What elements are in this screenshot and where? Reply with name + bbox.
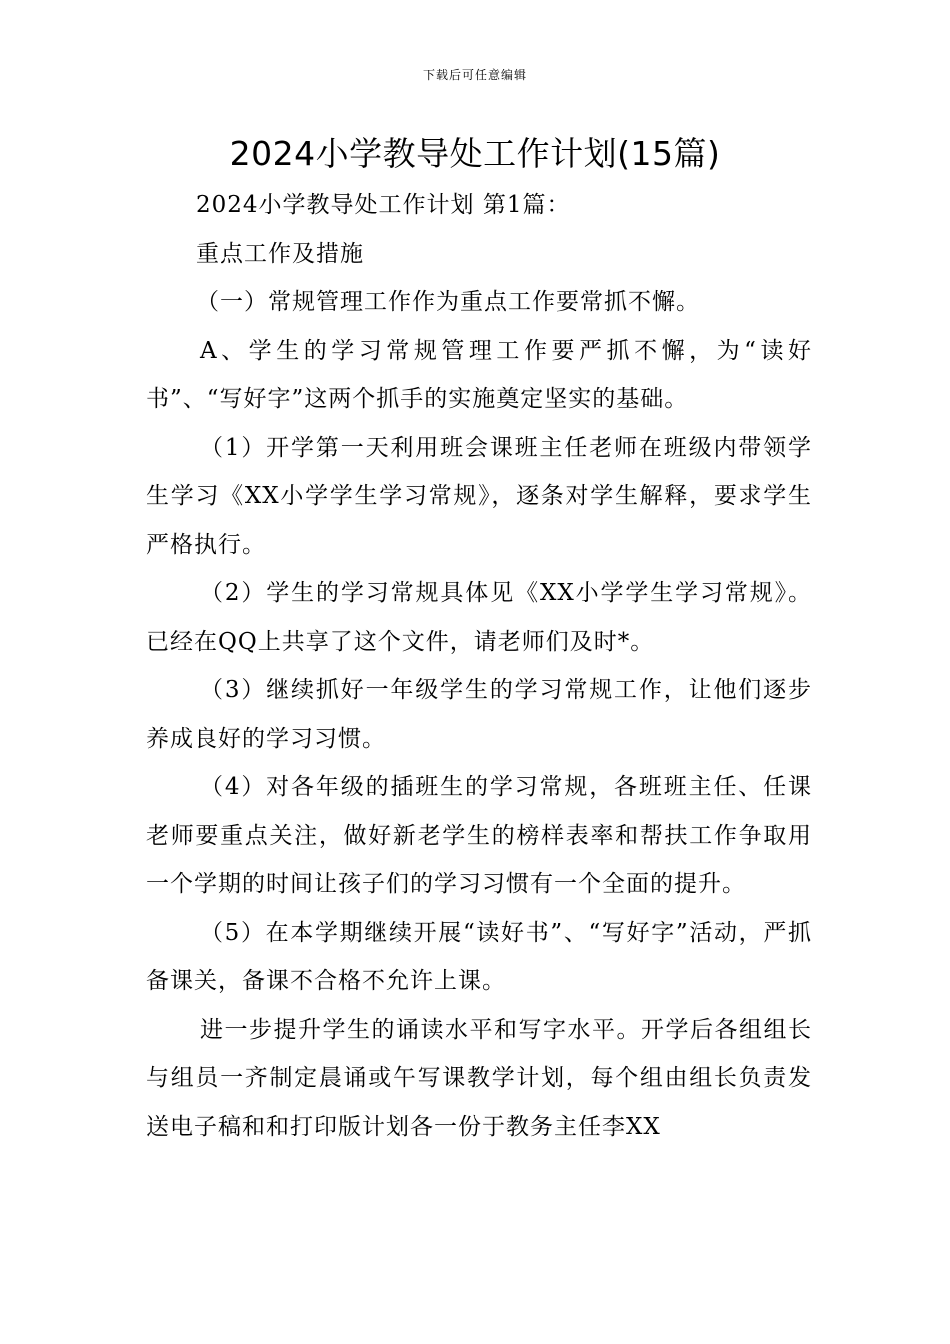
subheading: 重点工作及措施 [196, 240, 364, 267]
paragraph: （4）对各年级的插班生的学习常规，各班班主任、任课老师要重点关注，做好新老学生的榜样表率和帮扶工作争取用一个学期的时间让孩子们的学习习惯有一个全面的提升。 [146, 774, 812, 897]
paragraph: 进一步提升学生的诵读水平和写字水平。开学后各组组长与组员一齐制定晨诵或午写课教学计划，每个组由组长负责发送电子稿和和打印版计划各一份于教务主任李XX [146, 1016, 812, 1140]
paragraph: （5）在本学期继续开展“读好书”、“写好字”活动，严抓备课关，备课不合格不允许上课。 [146, 919, 812, 994]
document-body [146, 181, 812, 1151]
document-title: 2024小学教导处工作计划(15篇) [229, 134, 721, 173]
paragraph: A、学生的学习常规管理工作要严抓不懈，为“读好书”、“写好字”这两个抓手的实施奠定坚实的基础。 [146, 337, 812, 412]
paragraph: （一）常规管理工作作为重点工作要常抓不懈。 [196, 289, 700, 315]
paragraph: （1）开学第一天利用班会课班主任老师在班级内带领学生学习《XX小学学生学习常规》，逐条对学生解释，要求学生严格执行。 [146, 434, 812, 558]
header-note: 下载后可任意编辑 [422, 68, 527, 82]
paragraph: （3）继续抓好一年级学生的学习常规工作，让他们逐步养成良好的学习习惯。 [146, 677, 812, 752]
section-heading: 2024小学教导处工作计划 第1篇： [196, 192, 571, 218]
paragraph: （2）学生的学习常规具体见《XX小学学生学习常规》。已经在QQ上共享了这个文件，请老师们及时*。 [146, 580, 812, 655]
